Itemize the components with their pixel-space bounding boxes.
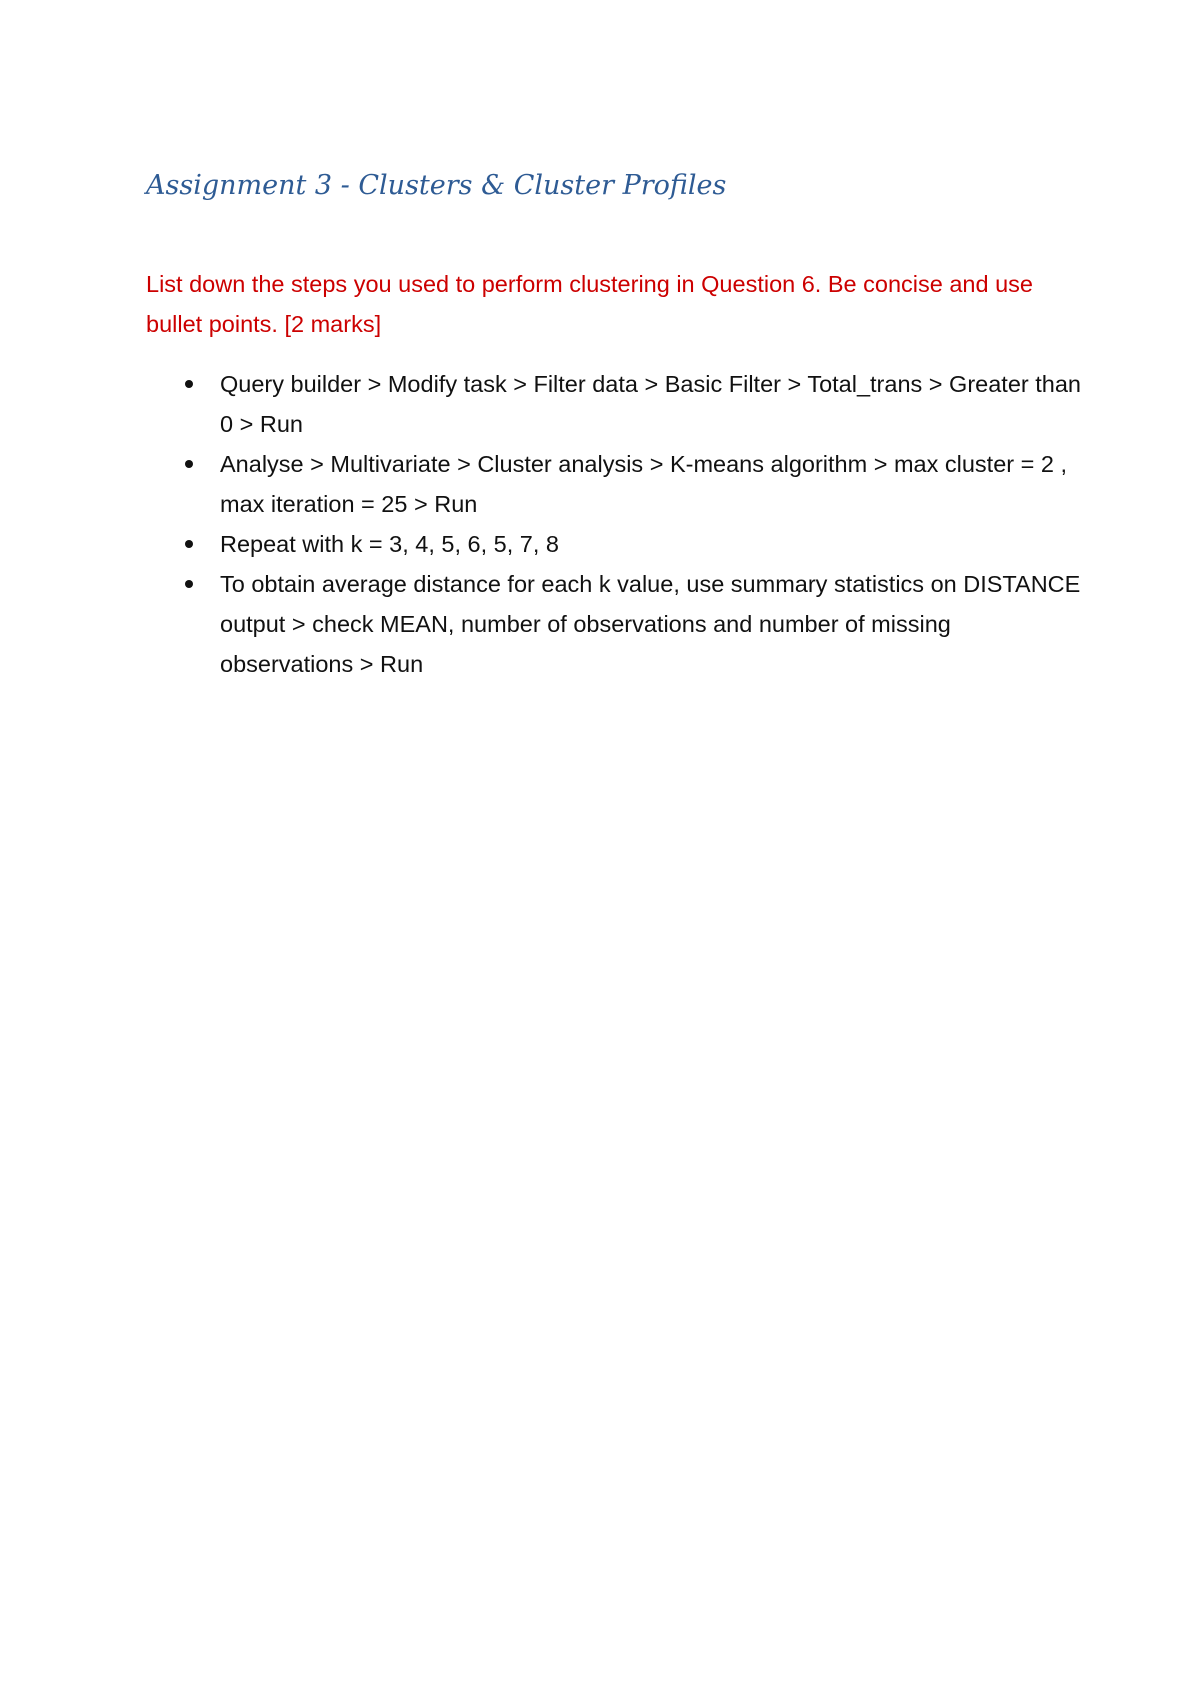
step-text: To obtain average distance for each k value, use summary statistics on DISTANCE output > check MEAN, number of observations and number of missing observations > Run [220, 571, 1081, 677]
step-item [146, 444, 1086, 524]
assignment-title: Assignment 3 - Clusters & Cluster Profiles [146, 170, 727, 201]
step-item [146, 564, 1086, 684]
step-item [146, 524, 1086, 564]
bullet-icon [185, 380, 193, 388]
question-prompt: List down the steps you used to perform clustering in Question 6. Be concise and use bullet points. [2 marks] [146, 271, 1033, 337]
bullet-icon [185, 580, 193, 588]
step-text: Analyse > Multivariate > Cluster analysis > K-means algorithm > max cluster = 2 , max iteration = 25 > Run [220, 451, 1068, 517]
step-item [146, 364, 1086, 444]
steps-list [146, 364, 1086, 684]
bullet-icon [185, 540, 193, 548]
step-text: Repeat with k = 3, 4, 5, 6, 5, 7, 8 [220, 531, 559, 557]
step-text: Query builder > Modify task > Filter data > Basic Filter > Total_trans > Greater than 0 > Run [220, 371, 1081, 437]
bullet-icon [185, 460, 193, 468]
